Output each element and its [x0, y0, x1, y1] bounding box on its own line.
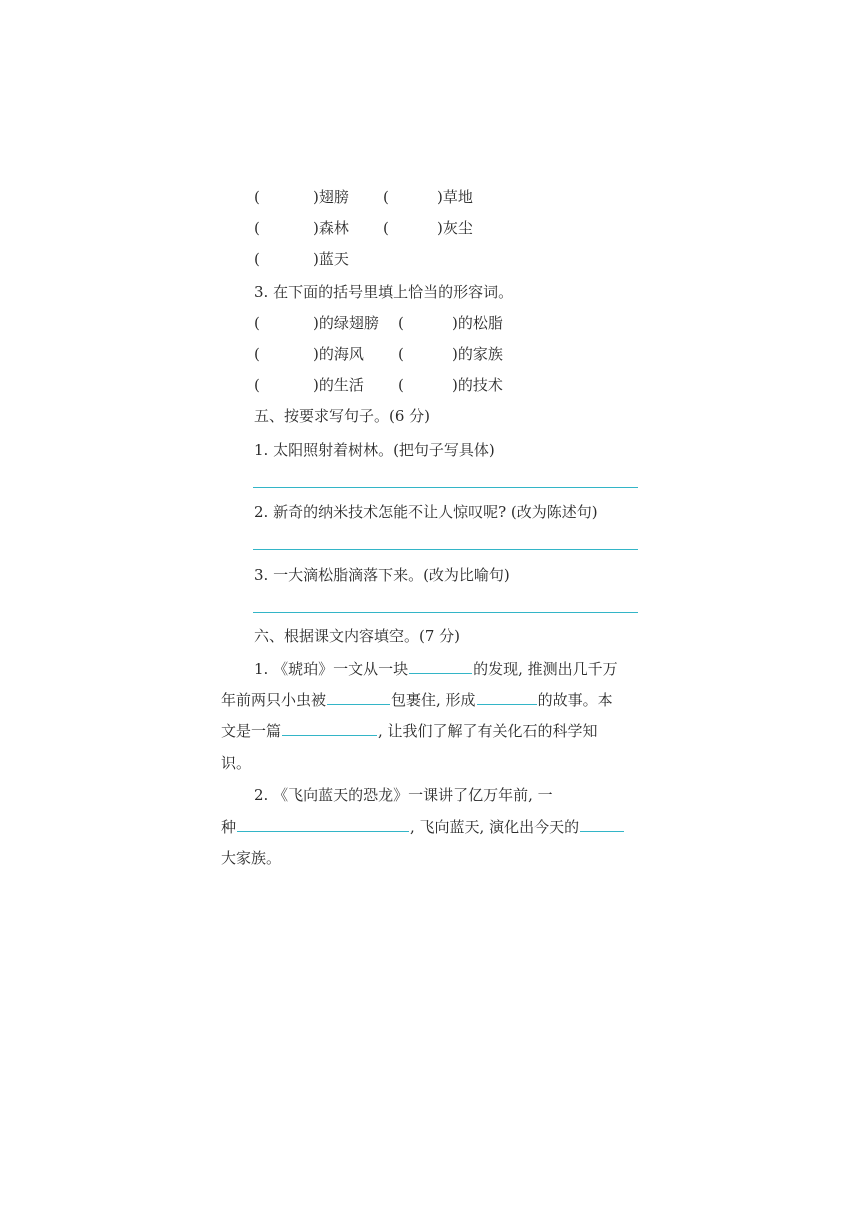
section5-q1: 1. 太阳照射着树林。(把句子写具体) [254, 441, 495, 459]
word-label: )蓝天 [313, 250, 349, 268]
open-paren: ( [254, 250, 260, 268]
section5-q2: 2. 新奇的纳米技术怎能不让人惊叹呢? (改为陈述句) [254, 503, 598, 521]
word-label: )草地 [437, 188, 473, 206]
text-fragment: 的发现, 推测出几千万 [473, 660, 618, 678]
word-label: )灰尘 [437, 219, 473, 237]
answer-line[interactable] [253, 487, 638, 488]
word-label: )的家族 [452, 345, 503, 363]
text-fragment: 文是一篇 [221, 722, 282, 740]
open-paren: ( [398, 376, 404, 394]
open-paren: ( [254, 188, 260, 206]
open-paren: ( [254, 219, 260, 237]
section6-p2-line2 [221, 817, 625, 837]
open-paren: ( [398, 314, 404, 332]
text-fragment: , 飞向蓝天, 演化出今天的 [410, 818, 580, 836]
word-label: )的技术 [452, 376, 503, 394]
fill-blank[interactable] [409, 659, 472, 674]
fill-blank[interactable] [282, 721, 377, 736]
word-label: )的松脂 [452, 314, 503, 332]
section5-q3: 3. 一大滴松脂滴落下来。(改为比喻句) [254, 566, 510, 584]
section6-p1-line3 [221, 721, 598, 741]
open-paren: ( [254, 376, 260, 394]
section6-p1-line4: 识。 [221, 754, 252, 772]
answer-line[interactable] [253, 612, 638, 613]
section5-title: 五、按要求写句子。(6 分) [254, 407, 431, 425]
section6-title: 六、根据课文内容填空。(7 分) [254, 627, 461, 645]
q3-title: 3. 在下面的括号里填上恰当的形容词。 [254, 283, 514, 301]
answer-line[interactable] [253, 549, 638, 550]
section6-p1-line2 [221, 690, 613, 710]
word-label: )的海风 [313, 345, 364, 363]
open-paren: ( [383, 188, 389, 206]
word-label: )的绿翅膀 [313, 314, 379, 332]
text-fragment: 包裹住, 形成 [391, 691, 476, 709]
word-label: )森林 [313, 219, 349, 237]
open-paren: ( [254, 345, 260, 363]
text-fragment: 种 [221, 818, 237, 836]
open-paren: ( [254, 314, 260, 332]
fill-blank[interactable] [580, 817, 624, 832]
word-label: )翅膀 [313, 188, 349, 206]
text-fragment: 的故事。本 [537, 691, 613, 709]
text-fragment: 年前两只小虫被 [221, 691, 327, 709]
text-fragment: 1. 《琥珀》一文从一块 [254, 660, 409, 678]
fill-blank[interactable] [237, 817, 409, 832]
fill-blank[interactable] [327, 690, 390, 705]
open-paren: ( [383, 219, 389, 237]
section6-p2-line1: 2. 《飞向蓝天的恐龙》一课讲了亿万年前, 一 [254, 786, 553, 804]
section6-p1-line1 [254, 659, 618, 679]
text-fragment: , 让我们了解了有关化石的科学知 [378, 722, 598, 740]
open-paren: ( [398, 345, 404, 363]
fill-blank[interactable] [477, 690, 537, 705]
section6-p2-line3: 大家族。 [221, 849, 282, 867]
word-label: )的生活 [313, 376, 364, 394]
